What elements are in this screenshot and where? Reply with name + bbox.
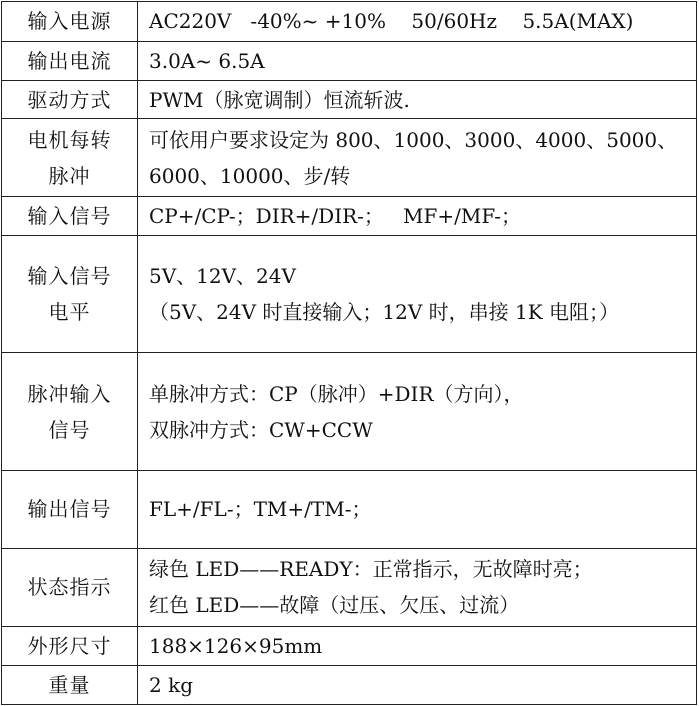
label-text: 输入信号 [27,204,112,229]
value-text: 5V、12V、24V [149,264,296,289]
row-value [138,235,697,353]
value-text: FL+/FL-；TM+/TM-； [149,497,372,522]
spec-table [1,1,697,705]
row-value [138,119,697,197]
row-label [2,666,138,705]
value-text: PWM（脉宽调制）恒流斩波. [149,87,410,112]
value-text: 3.0A~ 6.5A [149,48,265,73]
label-text: 输入电源 [27,9,112,34]
label-text: 输出电流 [27,48,112,73]
row-label [2,548,138,626]
table-row [2,81,697,119]
label-text: 驱动方式 [27,87,112,112]
table-row [2,548,697,626]
row-label [2,119,138,197]
table-row [2,470,697,548]
label-text: 电机每转 [27,127,112,152]
row-label [2,470,138,548]
label-text: 状态指示 [27,575,112,600]
label-text: 输入信号 [27,264,112,289]
value-text: 6000、10000、步/转 [149,163,351,188]
table-row [2,235,697,353]
table-row [2,41,697,81]
label-text: 电平 [48,300,91,325]
row-value [138,626,697,666]
row-value [138,2,697,42]
row-value [138,41,697,81]
value-text: 绿色 LED——READY：正常指示，无故障时亮； [149,557,593,582]
row-label [2,41,138,81]
row-label [2,235,138,353]
row-label [2,197,138,235]
table-row [2,2,697,42]
row-label [2,81,138,119]
table-row [2,119,697,197]
value-text: 红色 LED——故障（过压、欠压、过流） [149,593,520,618]
table-row [2,666,697,705]
value-text: （5V、24V 时直接输入；12V 时，串接 1K 电阻；） [149,300,620,325]
row-label [2,353,138,471]
value-text: 188×126×95mm [149,634,323,659]
row-label [2,2,138,42]
label-text: 外形尺寸 [27,634,112,659]
value-text: CP+/CP-；DIR+/DIR-； MF+/MF-； [149,204,522,229]
value-text: 单脉冲方式：CP（脉冲）+DIR（方向）， [149,381,524,406]
label-text: 重量 [48,673,91,698]
label-text: 信号 [48,417,91,442]
value-text: 双脉冲方式：CW+CCW [149,417,373,442]
label-text: 输出信号 [27,497,112,522]
row-value [138,548,697,626]
value-text: AC220V -40%~ +10% 50/60Hz 5.5A(MAX) [149,9,634,34]
row-value [138,666,697,705]
table-row [2,353,697,471]
label-text: 脉冲输入 [27,381,112,406]
row-value [138,197,697,235]
value-text: 2 kg [149,673,194,698]
row-value [138,353,697,471]
row-value [138,81,697,119]
table-row [2,197,697,235]
label-text: 脉冲 [48,163,91,188]
table-row [2,626,697,666]
value-text: 可依用户要求设定为 800、1000、3000、4000、5000、 [149,127,678,152]
row-value [138,470,697,548]
row-label [2,626,138,666]
